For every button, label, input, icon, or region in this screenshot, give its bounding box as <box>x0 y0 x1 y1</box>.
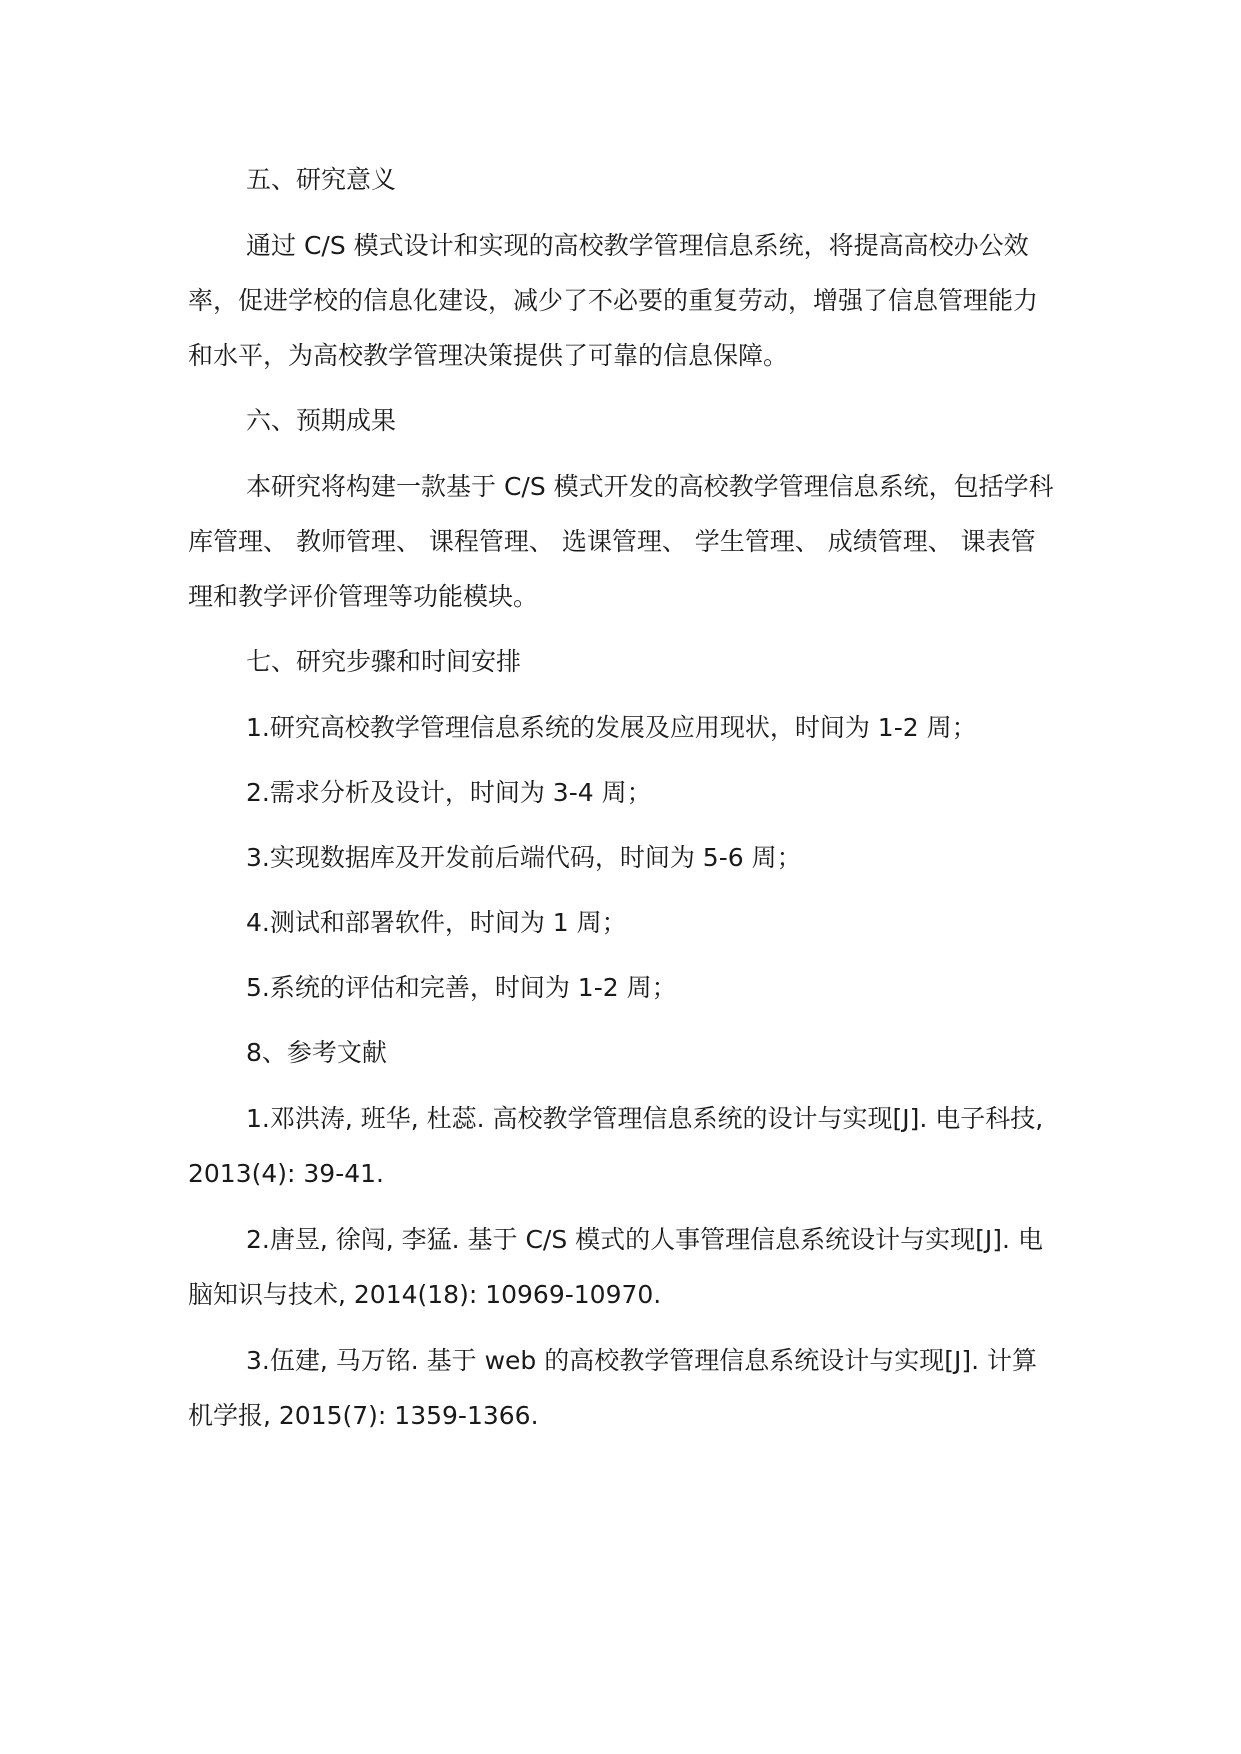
reference-item: 1.邓洪涛, 班华, 杜蕊. 高校教学管理信息系统的设计与实现[J]. 电子科技, 2013(4): 39-41. <box>188 1104 1044 1188</box>
step-item: 1.研究高校教学管理信息系统的发展及应用现状，时间为 1-2 周； <box>246 713 977 742</box>
significance-paragraph: 通过 C/S 模式设计和实现的高校教学管理信息系统，将提高高校办公效率，促进学校的信息化建设，减少了不必要的重复劳动，增强了信息管理能力和水平，为高校教学管理决策提供了可靠的信息保障。 <box>188 231 1039 370</box>
reference-item: 2.唐昱, 徐闯, 李猛. 基于 C/S 模式的人事管理信息系统设计与实现[J]. 电脑知识与技术, 2014(18): 10969-10970. <box>188 1225 1043 1309</box>
expected-results-paragraph: 本研究将构建一款基于 C/S 模式开发的高校教学管理信息系统，包括学科库管理、 教师管理、 课程管理、 选课管理、 学生管理、 成绩管理、 课表管理和教学评价管理等功能模块。 <box>188 472 1054 611</box>
reference-item: 3.伍建, 马万铭. 基于 web 的高校教学管理信息系统设计与实现[J]. 计算机学报, 2015(7): 1359-1366. <box>188 1346 1038 1430</box>
page-content <box>188 152 1054 1454</box>
section-heading-expected-results: 六、预期成果 <box>246 406 397 435</box>
step-item: 2.需求分析及设计，时间为 3-4 周； <box>246 778 652 807</box>
section-heading-significance: 五、研究意义 <box>246 165 397 194</box>
section-heading-steps: 七、研究步骤和时间安排 <box>246 647 522 676</box>
step-item: 4.测试和部署软件，时间为 1 周； <box>246 908 627 937</box>
section-heading-references: 8、参考文献 <box>246 1038 387 1067</box>
step-item: 5.系统的评估和完善，时间为 1-2 周； <box>246 973 677 1002</box>
step-item: 3.实现数据库及开发前后端代码，时间为 5-6 周； <box>246 843 802 872</box>
